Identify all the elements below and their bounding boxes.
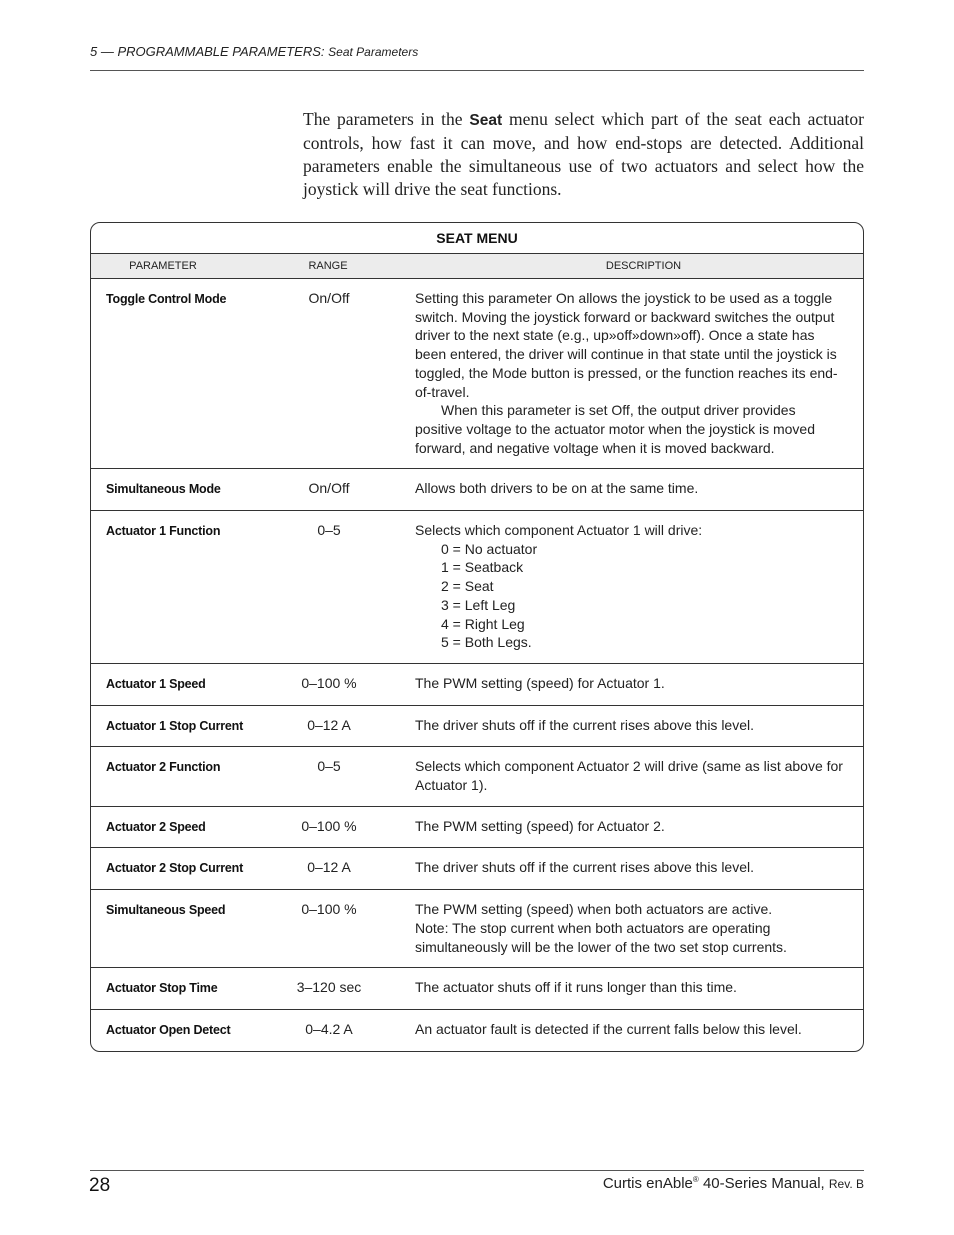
parameter-range: On/Off [308, 480, 350, 497]
parameter-range: 0–4.2 A [305, 1020, 353, 1037]
parameter-description: The PWM setting (speed) for Actuator 1. [415, 674, 665, 691]
intro-keyword: Seat [469, 112, 503, 129]
table-row [91, 807, 863, 849]
table-row [91, 279, 863, 469]
parameter-range: 3–120 sec [296, 979, 362, 996]
seat-menu-table [90, 222, 864, 1052]
parameter-name: Actuator 2 Speed [106, 819, 206, 834]
parameter-description: The actuator shuts off if it runs longer than this time. [415, 979, 737, 996]
column-header-range: RANGE [308, 260, 348, 272]
description-text: The PWM setting (speed) when both actuators are active. [415, 901, 773, 918]
parameter-description: Allows both drivers to be on at the same time. [415, 480, 699, 497]
intro-paragraph [303, 108, 864, 201]
table-column-header [91, 254, 863, 279]
option-item: 2 = Seat [441, 578, 494, 595]
parameter-name: Actuator 1 Speed [106, 676, 206, 691]
option-item: 3 = Left Leg [441, 596, 516, 613]
parameter-range: 0–100 % [301, 817, 357, 834]
parameter-name: Actuator 2 Stop Current [106, 861, 244, 876]
parameter-range: 0–5 [317, 758, 341, 775]
column-header-parameter: PARAMETER [129, 260, 197, 272]
parameter-description [367, 289, 863, 457]
description-text: positive voltage to the actuator motor when the joystick is moved forward, and negative voltage when it is moved backward. [415, 420, 815, 456]
registered-mark: ® [692, 1175, 699, 1184]
parameter-range: 0–100 % [301, 901, 357, 918]
parameter-name: Actuator 1 Function [106, 524, 221, 539]
parameter-range: On/Off [308, 290, 350, 306]
description-text: When this parameter is set Off, the output driver provides [441, 402, 796, 419]
description-text: Selects which component Actuator 1 will drive: [415, 522, 703, 539]
parameter-description [367, 900, 863, 956]
column-header-description: DESCRIPTION [605, 260, 682, 272]
table-row [91, 706, 863, 748]
parameter-name: Actuator Open Detect [106, 1022, 231, 1037]
table-row [91, 968, 863, 1010]
option-item: 0 = No actuator [441, 540, 538, 557]
parameter-description: Selects which component Actuator 2 will drive (same as list above for Actuator 1). [415, 758, 843, 794]
table-row [91, 469, 863, 511]
parameter-range: 0–12 A [307, 716, 351, 733]
revision-label: Rev. B [828, 1177, 864, 1191]
option-item: 4 = Right Leg [441, 615, 525, 632]
manual-title-main: Curtis enAble [602, 1175, 693, 1192]
intro-text-after: menu select which part of the seat each actuator controls, how fast it can move, and how end-stops are detected. Additional parameters enable the simultaneous use of two actuators and select how the joystick will drive the seat functions. [303, 109, 864, 199]
parameter-range: 0–5 [317, 522, 341, 539]
table-row [91, 747, 863, 806]
table-title: SEAT MENU [91, 223, 863, 254]
footer-rule [90, 1170, 864, 1171]
option-item: 1 = Seatback [441, 559, 524, 576]
parameter-range: 0–12 A [307, 859, 351, 876]
table-row [91, 848, 863, 890]
parameter-name: Simultaneous Speed [106, 903, 226, 918]
table-row [91, 1010, 863, 1051]
parameter-name: Toggle Control Mode [106, 292, 227, 306]
intro-text-before: The parameters in the [303, 109, 470, 129]
parameter-range: 0–100 % [301, 674, 357, 691]
parameter-name: Simultaneous Mode [106, 482, 221, 497]
manual-title-rest: 40-Series Manual, [698, 1175, 825, 1192]
parameter-name: Actuator 1 Stop Current [106, 718, 244, 733]
parameter-description [367, 521, 863, 652]
parameter-name: Actuator Stop Time [106, 981, 218, 996]
running-head [90, 44, 864, 59]
header-rule [90, 70, 864, 71]
table-row [91, 890, 863, 968]
parameter-description: The driver shuts off if the current rises above this level. [415, 716, 755, 733]
table-row [91, 511, 863, 664]
parameter-description: The PWM setting (speed) for Actuator 2. [415, 817, 665, 834]
parameter-name: Actuator 2 Function [106, 760, 221, 775]
description-text: Setting this parameter On allows the joystick to be used as a toggle switch. Moving the joystick forward or backward switches the output driver to the next state (e.g., up»off»down»off). Once a state has been entered, the driver will continue in that state until the joystick is toggled, the Mode button is pressed, or the function reaches its end-of-travel. [415, 290, 838, 400]
option-item: 5 = Both Legs. [441, 634, 532, 651]
manual-title [603, 1175, 864, 1192]
table-row [91, 664, 863, 706]
parameter-description: The driver shuts off if the current rises above this level. [415, 859, 755, 876]
section-label: Seat Parameters [328, 45, 419, 59]
description-note: Note: The stop current when both actuators are operating simultaneously will be the lower of the two set stop currents. [415, 919, 787, 955]
page-number: 28 [89, 1175, 111, 1196]
chapter-label: 5 — PROGRAMMABLE PARAMETERS: [90, 44, 325, 59]
parameter-description: An actuator fault is detected if the current falls below this level. [415, 1020, 802, 1037]
